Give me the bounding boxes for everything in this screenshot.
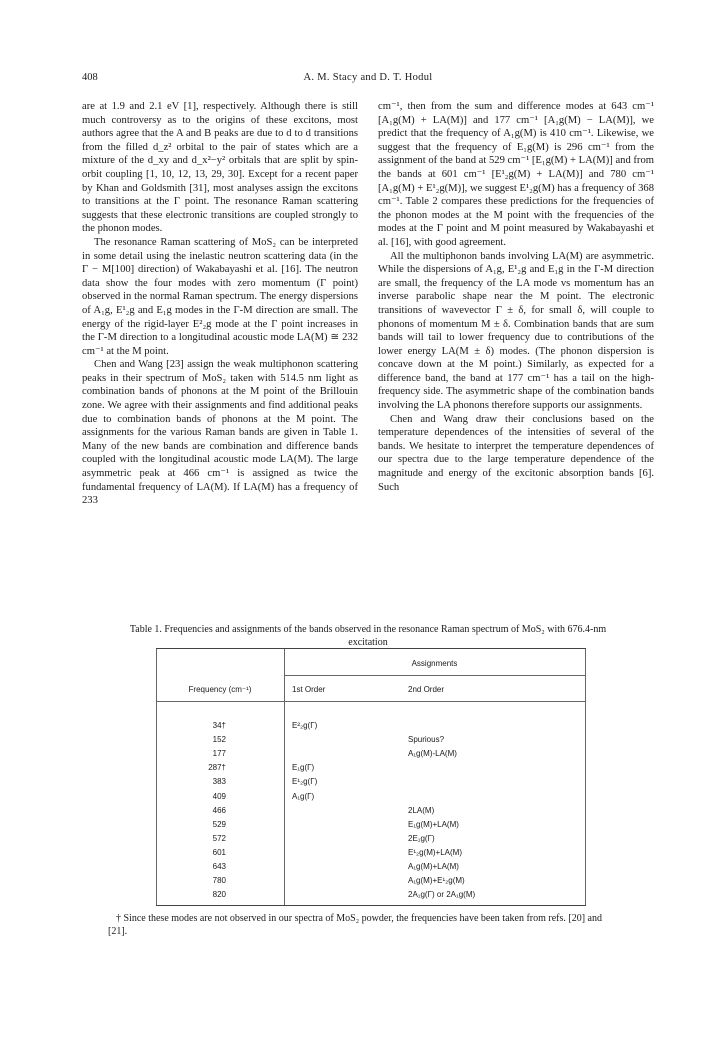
frequency-cell: 601 <box>212 847 226 857</box>
page-header <box>82 72 654 88</box>
frequency-cell: 287† <box>208 763 226 773</box>
first-order-header: 1st Order <box>292 685 326 694</box>
assignments-table <box>156 648 586 906</box>
table-border-right <box>585 649 586 905</box>
first-order-cell: A₁g(Γ) <box>292 791 315 801</box>
group-header-rule <box>284 675 585 676</box>
frequency-cell: 409 <box>212 791 226 801</box>
frequency-cell: 34† <box>212 721 226 730</box>
second-order-cell: E₁g(M)+LA(M) <box>408 819 459 829</box>
left-column <box>82 100 358 508</box>
first-order-cell: E₁g(Γ) <box>292 763 315 773</box>
frequency-cell: 383 <box>212 777 226 787</box>
second-order-header: 2nd Order <box>408 685 445 694</box>
frequency-cell: 177 <box>212 749 226 759</box>
frequency-cell: 780 <box>212 876 226 886</box>
paragraph: All the multiphonon bands involving LA(M) are asymmetric. While the dispersions of A₁g, E¹₂g and E₁g in the Γ-M direction are small, the frequency of the LA mode vs momentum has an inverse parabolic shape near the M point. The electronic transitions of wavevector Γ ± δ, for small δ, will couple to phonons of momentum M ± δ. Combination bands that are sum bands will tail to lower frequency due to contributions of the lower energy LA(M ± δ) modes. (The phonon dispersion is concave down at the M point.) Similarly, as expected for a difference band, the band at 177 cm⁻¹ has a tail on the high-frequency side. The asymmetric shape of the combination bands involving the LA phonons therefore supports our assignments. <box>378 250 654 412</box>
column-divider <box>284 649 285 905</box>
table-footnote: † Since these modes are not observed in our spectra of MoS₂ powder, the frequencies have been taken from refs. [20] and [21]. <box>108 913 602 937</box>
paragraph: Chen and Wang [23] assign the weak multiphonon scattering peaks in their spectrum of MoS₂ taken with 514.5 nm light as combination bands of phonons at the M point of the Brillouin zone. We agree with their assignments and find additional peaks due to combination bands of phonons at the M point. The assignments for the various Raman bands are given in Table 1. Many of the new bands are combination and difference bands coupled with the longitudinal acoustic mode LA(M). The large asymmetric peak at 466 cm⁻¹ is assigned as twice the fundamental frequency of LA(M). If LA(M) has a frequency of 233 <box>82 359 358 507</box>
assignments-header: Assignments <box>411 659 458 668</box>
first-order-cell: E¹₂g(Γ) <box>292 777 318 787</box>
right-column <box>378 100 654 494</box>
running-title: A. M. Stacy and D. T. Hodul <box>303 72 433 83</box>
frequency-cell: 529 <box>212 819 226 829</box>
paragraph: The resonance Raman scattering of MoS₂ can be interpreted in some detail using the inelastic neutron scattering data (in the Γ − M[100] direction) of Wakabayashi et al. [16]. The neutron data show the four modes with zero momentum (Γ point) observed in the normal Raman spectrum. The energy dispersions of A₁g, E¹₂g and E₁g modes in the Γ-M direction are small. The energy of the rigid-layer E²₂g mode at the Γ point increases in the Γ-M direction to a longitudinal acoustic mode LA(M) ≅ 232 cm⁻¹ at the M point. <box>82 236 358 357</box>
second-order-cell: 2LA(M) <box>408 805 435 815</box>
paragraph: Chen and Wang draw their conclusions based on the temperature dependences of the intensities of several of the bands. We hesitate to interpret the temperature dependences of our spectra due to the large temperature dependence of the magnitude and energy of the excitonic absorption bands [6]. Such <box>378 413 654 493</box>
page-number: 408 <box>82 72 98 83</box>
second-order-cell: E¹₂g(M)+LA(M) <box>408 847 462 857</box>
table-caption: Table 1. Frequencies and assignments of the bands observed in the resonance Raman spectrum of MoS₂ with 676.4-nm excitation <box>129 624 607 648</box>
second-order-cell: A₁g(M)+LA(M) <box>408 862 459 871</box>
first-order-cell: E²₂g(Γ) <box>292 721 318 730</box>
second-order-cell: Spurious? <box>408 735 445 745</box>
second-order-cell: A₁g(M)+E¹₂g(M) <box>408 876 465 886</box>
header-rule <box>156 701 586 702</box>
paragraph: are at 1.9 and 2.1 eV [1], respectively. Although there is still much controversy as to the origins of these excitons, most authors agree that the A and B peaks are due to d to d transitions from the filled d_z² orbital to the pair of states which are a mixture of the d_xy and d_x²−y² orbitals that are split by spin-orbit coupling [1, 10, 12, 13, 29, 30]. Except for a recent paper by Khan and Goldsmith [31], most analyses assign the excitons to transitions at the Γ point. The resonance Raman scattering suggests that these electronic transitions are coupled strongly to the phonon modes. <box>82 101 358 235</box>
second-order-cell: 2A₁g(Γ) or 2A₁g(M) <box>408 890 476 900</box>
second-order-cell: 2E₁g(Γ) <box>408 833 435 843</box>
second-order-cell: A₁g(M)-LA(M) <box>408 749 457 759</box>
frequency-cell: 820 <box>212 890 226 900</box>
frequency-header: Frequency (cm⁻¹) <box>188 685 252 694</box>
paragraph: cm⁻¹, then from the sum and difference modes at 643 cm⁻¹ [A₁g(M) + LA(M)] and 177 cm⁻¹ [A₁g(M) − LA(M)], we predict that the frequency of A₁g(M) is 410 cm⁻¹. Likewise, we suggest that the frequency of E₁g(M) is 296 cm⁻¹ from the assignment of the band at 529 cm⁻¹ [E₁g(M) + LA(M)] and from the bands at 601 cm⁻¹ [E¹₂g(M) + LA(M)] and 780 cm⁻¹ [A₁g(M) + E¹₂g(M)], we suggest E¹₂g(M) has a frequency of 368 cm⁻¹. Table 2 compares these predictions for the frequencies of the phonon modes at the M point with the frequencies of the modes at the Γ point and M point measured by Wakabayashi et al. [16], with good agreement. <box>378 101 654 248</box>
frequency-cell: 152 <box>212 735 226 745</box>
frequency-cell: 572 <box>212 833 226 843</box>
frequency-cell: 466 <box>212 805 226 815</box>
frequency-cell: 643 <box>212 862 226 871</box>
